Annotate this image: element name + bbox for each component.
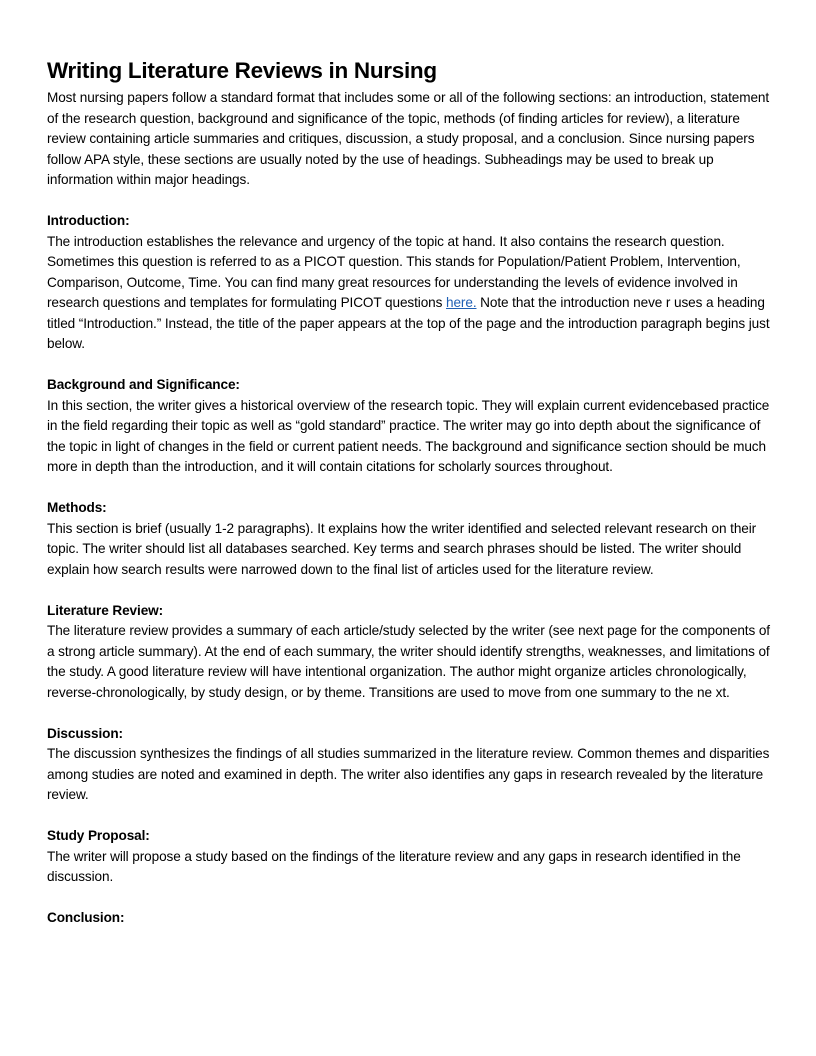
section-study-proposal	[47, 826, 771, 888]
section-discussion	[47, 724, 771, 806]
introduction-text-part-1: The introduction establishes the relevance and urgency of the topic at hand. It also contains the research question. Sometimes this question is referred to as a PICOT question. This stands for Population/Patient Problem, Intervention, Comparison, Outcome, Time. You can find many great resources for understanding the levels of evidence involved in research questions and templates for formulating PICOT questions	[47, 233, 741, 310]
section-heading-conclusion: Conclusion:	[47, 910, 125, 925]
section-heading-literature-review: Literature Review:	[47, 602, 164, 618]
section-introduction	[47, 211, 771, 355]
section-heading-discussion: Discussion:	[47, 725, 123, 741]
section-heading-background: Background and Significance:	[47, 377, 240, 392]
section-methods	[47, 498, 771, 580]
section-body-methods: This section is brief (usually 1-2 paragraphs). It explains how the writer identified and selected relevant research on their topic. The writer should list all databases searched. Key terms and search phrases should be listed. The writer should explain how search results were narrowed down to the final list of articles used for the literature review.	[47, 520, 757, 577]
section-background	[47, 375, 771, 478]
intro-paragraph: Most nursing papers follow a standard format that includes some or all of the following sections: an introduction, statement of the research question, background and significance of the topic, methods (of finding articles for review), a literature review containing article summaries and critiques, discussion, a study proposal, and a conclusion. Since nursing papers follow APA style, these sections are usually noted by the use of headings. Subheadings may be used to break up information within major headings.	[47, 90, 770, 187]
section-heading-study-proposal: Study Proposal:	[47, 828, 150, 843]
section-body-background: In this section, the writer gives a historical overview of the research topic. They will explain current evidencebased practice in the field regarding their topic as well as “gold standard” practice. The writer may go into depth about the significance of the topic in light of changes in the field or current patient needs. The background and significance section should be much more in depth than the introduction, and it will contain citations for scholarly sources throughout.	[47, 397, 770, 474]
section-body-literature-review: The literature review provides a summary of each article/study selected by the writer (see next page for the components of a strong article summary). At the end of each summary, the writer should identify strengths, weaknesses, and limitations of the study. A good literature review will have intentional organization. The author might organize articles chronologically, reverse-chronologically, by study design, or by theme. Transitions are used to move from one summary to the ne xt.	[47, 623, 770, 700]
section-conclusion	[47, 908, 771, 929]
section-heading-introduction: Introduction:	[47, 213, 130, 228]
section-body-introduction	[47, 232, 771, 355]
picot-resources-link[interactable]: here.	[446, 295, 477, 310]
section-literature-review	[47, 601, 771, 704]
page-title: Writing Literature Reviews in Nursing	[47, 58, 437, 83]
section-body-study-proposal: The writer will propose a study based on the findings of the literature review and any gaps in research identified in the discussion.	[47, 848, 741, 884]
section-body-discussion: The discussion synthesizes the findings of all studies summarized in the literature review. Common themes and disparities among studies are noted and examined in depth. The writer also identifies any gaps in research revealed by the literature review.	[47, 746, 770, 802]
section-heading-methods: Methods:	[47, 500, 107, 515]
introduction-text-part-2: Note that the introduction neve r uses a heading titled “Introduction.” Instead, the title of the paper appears at the top of the page and the introduction paragraph begins just below.	[47, 295, 770, 351]
document-page	[47, 56, 771, 929]
